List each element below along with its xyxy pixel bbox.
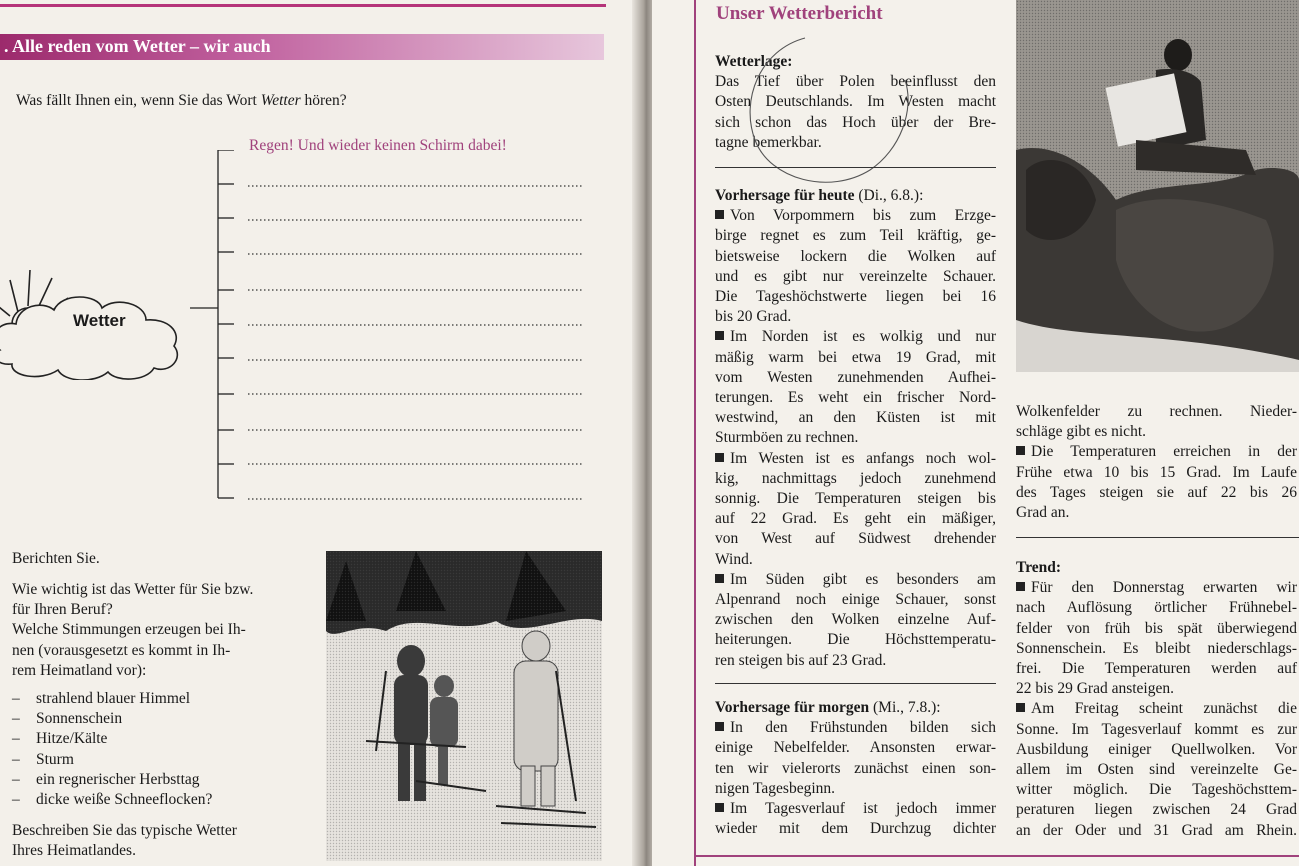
top-rule [0, 4, 606, 7]
wetterlage-heading: Wetterlage: [715, 53, 793, 70]
trend-line: felder von früh bis spät überwiegend [1016, 619, 1297, 637]
divider [715, 167, 996, 168]
cloud-label: Wetter [73, 311, 126, 330]
today-heading: Vorhersage für heute [715, 187, 855, 204]
square-bullet-icon [715, 210, 724, 219]
trend-line: witter möglich. Die Tageshöchsttem- [1016, 781, 1297, 799]
forecast-line: nigen Tagesbeginn. [715, 779, 836, 797]
forecast-line: Grad an. [1016, 504, 1070, 522]
forecast-line: heiterungen. Die Höchsttemperatu- [715, 631, 996, 649]
divider [715, 683, 996, 684]
report-questions [12, 580, 312, 681]
square-bullet-icon [1016, 582, 1025, 591]
square-bullet-icon [715, 722, 724, 731]
forecast-line: bietsweise lockern die Wolken auf [715, 247, 996, 265]
trend-line: Ausbildung einiger Quellwolken. Vor [1016, 740, 1297, 758]
trend-line: Sonne. Im Tagesverlauf kommt es zur [1016, 720, 1297, 738]
forecast-line: westwind, an den Küsten ist mit [715, 409, 996, 427]
section-title: . Alle reden vom Wetter – wir auch [4, 36, 271, 56]
forecast-line: schläge gibt es nicht. [1016, 423, 1146, 441]
forecast-tomorrow [715, 698, 996, 839]
forecast-line: Wind. [715, 550, 753, 568]
report-question-line: nen (vorausgesetzt es kommt in Ih- [12, 641, 231, 659]
wetterlage-line: tagne bemerkbar. [715, 133, 822, 151]
weather-report-title: Unser Wetterbericht [716, 3, 883, 24]
trend-line: 22 bis 29 Grad ansteigen. [1016, 680, 1174, 698]
trend-block [1016, 558, 1297, 841]
forecast-line: und es gibt nur vereinzelte Schauer. [715, 267, 996, 285]
forecast-line: wieder mit dem Durchzug dichter [715, 820, 996, 838]
today-date: (Di., 6.8.): [854, 187, 924, 204]
tomorrow-date: (Mi., 7.8.): [869, 699, 941, 716]
forecast-line: mäßig warm bei etwa 19 Grad, mit [715, 348, 996, 366]
forecast-line: einige Nebelfelder. Ansonsten erwar- [715, 739, 996, 757]
section-banner [0, 34, 604, 60]
forecast-line: bis 20 Grad. [715, 308, 792, 326]
bottom-rule [694, 855, 1299, 857]
forecast-line: Wolkenfelder zu rechnen. Nieder- [1016, 403, 1297, 420]
report-prompt: Berichten Sie. [12, 550, 100, 567]
pencil-circle-annotation [700, 30, 920, 210]
describe-line: Ihres Heimatlandes. [12, 842, 136, 860]
square-bullet-icon [715, 574, 724, 583]
mood-list-item: – strahlend blauer Himmel [12, 690, 191, 707]
forecast-line: Frühe etwa 10 bis 15 Grad. Im Laufe [1016, 463, 1297, 481]
forecast-line: terungen. Es weht ein frischer Nord- [715, 389, 996, 407]
forecast-line: ren steigen bis auf 23 Grad. [715, 651, 887, 669]
forecast-line: ten wir vielerorts zunächst einen son- [715, 759, 996, 777]
square-bullet-icon [715, 331, 724, 340]
newspaper-reader-photo [1016, 0, 1299, 372]
forecast-today [715, 186, 996, 671]
wetterlage-line: Das Tief über Polen beeinflusst den [715, 73, 996, 91]
square-bullet-icon [1016, 703, 1025, 712]
forecast-line: Sturmböen zu rechnen. [715, 429, 859, 447]
report-question-line: Welche Stimmungen erzeugen bei Ih- [12, 621, 246, 639]
forecast-line: zwischen den Wolken einzelne Auf- [715, 611, 996, 629]
trend-line: an der Oder und 31 Grad am Rhein. [1016, 821, 1297, 839]
example-answer: Regen! Und wieder keinen Schirm dabei! [249, 137, 507, 154]
square-bullet-icon [1016, 446, 1025, 455]
trend-line: frei. Die Temperaturen werden auf [1016, 660, 1297, 678]
mood-list [12, 689, 312, 810]
forecast-tomorrow-continued [1016, 402, 1297, 523]
forecast-line: des Tages steigen sie auf 22 bis 26 [1016, 483, 1297, 501]
tomorrow-heading: Vorhersage für morgen [715, 699, 870, 716]
trend-line: nach Auflösung örtlicher Frühnebel- [1016, 599, 1297, 617]
report-question-line: für Ihren Beruf? [12, 601, 113, 619]
left-page [0, 0, 640, 866]
mood-list-item: – dicke weiße Schneeflocken? [12, 791, 213, 809]
forecast-line: von West auf Südwest drehender [715, 530, 996, 548]
forecast-line: Im Süden gibt es besonders am [715, 570, 996, 590]
mood-list-item: – ein regnerischer Herbsttag [12, 770, 200, 788]
forecast-line: kig, nachmittags jedoch zunehmend [715, 469, 996, 487]
trend-line: Für den Donnerstag erwarten wir [1016, 578, 1297, 598]
report-question-line: rem Heimatland vor): [12, 661, 147, 679]
report-question-line: Wie wichtig ist das Wetter für Sie bzw. [12, 581, 254, 598]
trend-line: Am Freitag scheint zunächst die [1016, 699, 1297, 719]
right-page-margin-rule [694, 0, 696, 866]
forecast-line: birge regnet es zum Teil kräftig, ge- [715, 227, 996, 245]
forecast-line: auf 22 Grad. Es geht ein mäßiger, [715, 510, 996, 528]
mood-list-item: – Sturm [12, 750, 74, 768]
trend-line: allem im Osten sind vereinzelte Ge- [1016, 761, 1297, 779]
forecast-line: In den Frühstunden bilden sich [715, 718, 996, 738]
square-bullet-icon [715, 453, 724, 462]
divider [1016, 537, 1299, 538]
forecast-line: sonnig. Die Temperaturen steigen bis [715, 490, 996, 508]
mood-list-item: – Sonnenschein [12, 710, 123, 728]
forecast-line: Die Tageshöchstwerte liegen bei 16 [715, 288, 996, 306]
forecast-line: vom Westen zunehmenden Aufhei- [715, 368, 996, 386]
mood-list-item: – Hitze/Kälte [12, 730, 108, 748]
forecast-line: Die Temperaturen erreichen in der [1016, 442, 1297, 462]
wetterlage-line: sich schon das Hoch über der Bre- [715, 113, 996, 131]
forecast-line: Alpenrand noch einige Schauer, sonst [715, 591, 996, 609]
describe-prompt [12, 821, 312, 861]
trend-line: peraturen liegen zwischen 24 Grad [1016, 801, 1297, 819]
wetterlage-line: Osten Deutschlands. Im Westen macht [715, 93, 996, 111]
forecast-line: Im Norden ist es wolkig und nur [715, 327, 996, 347]
forecast-line: Im Tagesverlauf ist jedoch immer [715, 799, 996, 819]
mindmap-lines [190, 150, 590, 510]
square-bullet-icon [715, 803, 724, 812]
skiing-photo [326, 551, 602, 861]
question-text: Was fällt Ihnen ein, wenn Sie das Wort Wetter hören? [16, 92, 347, 109]
trend-line: Sonnenschein. Es bleibt niederschlags- [1016, 639, 1297, 657]
trend-heading: Trend: [1016, 559, 1062, 576]
forecast-line: Von Vorpommern bis zum Erzge- [715, 206, 996, 226]
forecast-line: Im Westen ist es anfangs noch wol- [715, 449, 996, 469]
describe-line: Beschreiben Sie das typische Wetter [12, 822, 237, 839]
